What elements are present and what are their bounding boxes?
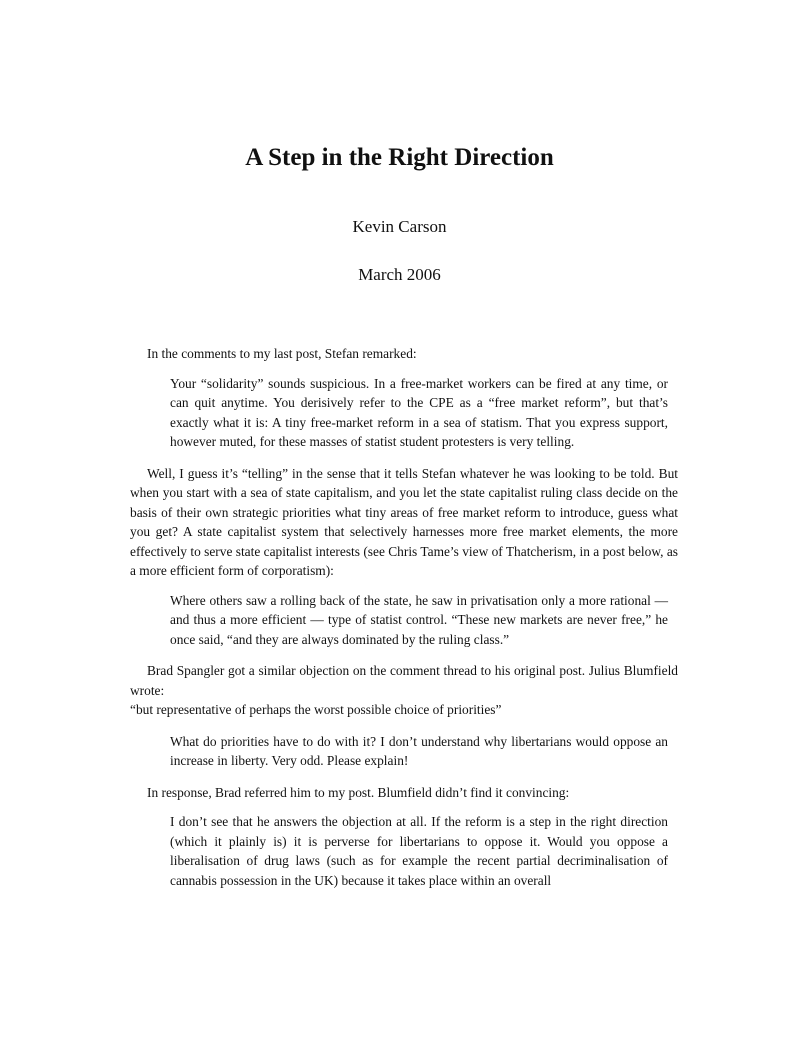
block-quote: I don’t see that he answers the objection at all. If the reform is a step in the right direction (which it plainly is) it is perverse for libertarians to oppose it. Would you oppose a liberalisation of drug laws (such as for example the recent partial decriminalisation of cannabis possession in the UK) because it takes place within an overall xyxy=(170,814,668,888)
paragraph: In response, Brad referred him to my post. Blumfield didn’t find it convincing: xyxy=(147,784,570,800)
document-date: March 2006 xyxy=(358,265,441,284)
document-author: Kevin Carson xyxy=(352,217,447,236)
block-quote: Your “solidarity” sounds suspicious. In a free-market workers can be fired at any time, or can quit anytime. You derisively refer to the CPE as a “free market reform”, but that’s exactly what it is: A tiny free-market reform in a sea of statism. That you express support, however muted, for these masses of statist student protesters is very telling. xyxy=(170,375,668,449)
paragraph: Well, I guess it’s “telling” in the sense that it tells Stefan whatever he was looking to be told. But when you start with a sea of state capitalism, and you let the state capitalist ruling class decide on the basis of their own strategic priorities what tiny areas of free market reform to introduce, guess what you get? A state capitalist system that selectively harnesses more free market elements, the more effectively to serve state capitalist interests (see Chris Tame’s view of Thatcherism, in a post below, as a more efficient form of corporatism): xyxy=(130,465,678,578)
document-body xyxy=(130,344,678,902)
paragraph: Brad Spangler got a similar objection on the comment thread to his original post. Julius Blumfield wrote: xyxy=(130,663,678,698)
document-title: A Step in the Right Direction xyxy=(245,144,554,171)
block-quote: What do priorities have to do with it? I don’t understand why libertarians would oppose an increase in liberty. Very odd. Please explain! xyxy=(170,733,668,768)
block-quote: Where others saw a rolling back of the state, he saw in privatisation only a more rational — and thus a more efficient — type of statist control. “These new markets are never free,” he once said, “and they are always dominated by the ruling class.” xyxy=(170,592,668,647)
paragraph: In the comments to my last post, Stefan remarked: xyxy=(147,346,417,361)
quoted-line: “but representative of perhaps the worst possible choice of priorities” xyxy=(130,702,502,717)
